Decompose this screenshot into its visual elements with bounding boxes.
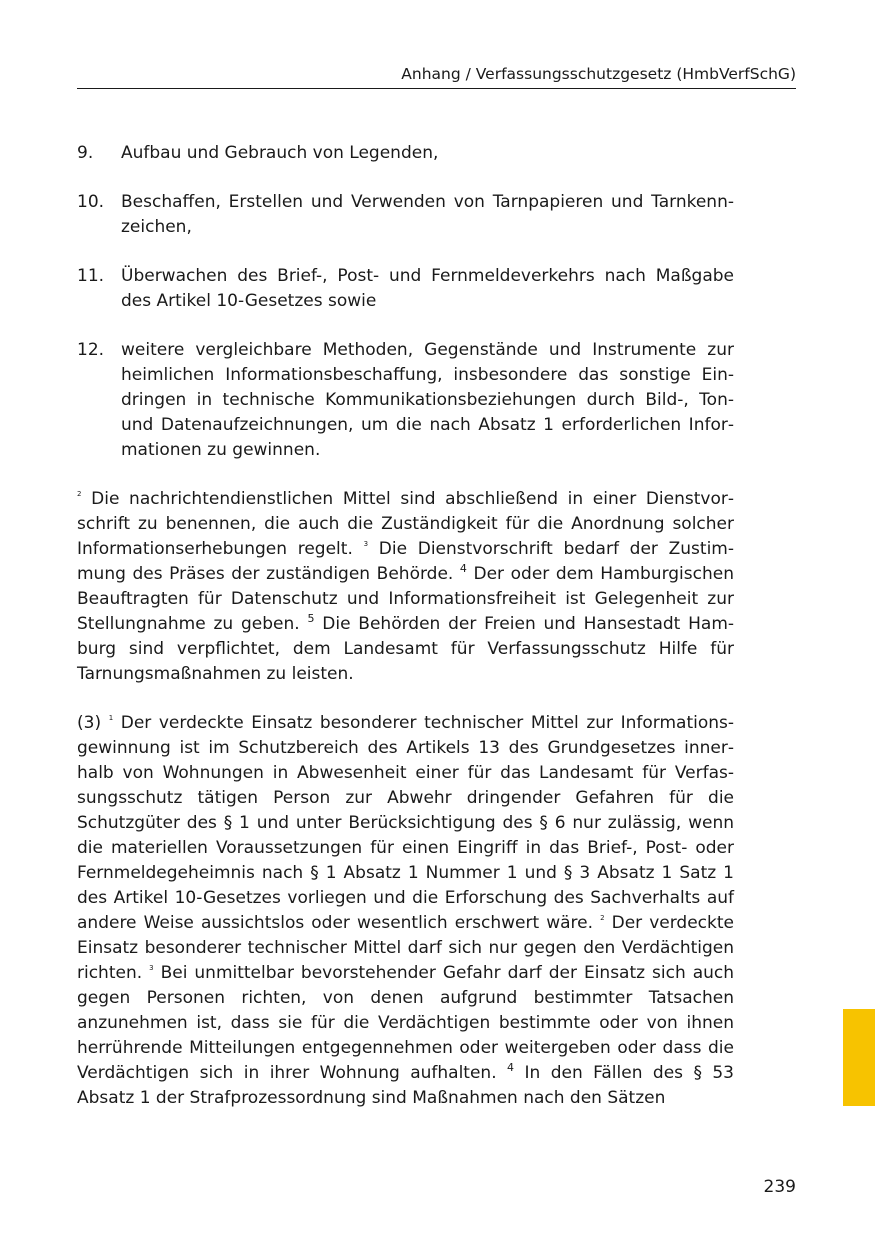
sentence: Der verdeckte Einsatz besonderer technischer Mittel zur Informationsgewinnung ist im Schutzbereich des Artikels 13 des Grundgesetzes innerhalb von Wohnungen in Abwesenheit einer für das Landesamt für Verfassungsschutz tätigen Person zur Abwehr dringender Gefahren für die Schutzgüter des § 1 und unter Berücksichtigung des § 6 nur zulässig, wenn die materiellen Voraussetzungen für einen Eingriff in das Brief-, Post- oder Fernmeldegeheimnis nach § 1 Absatz 1 Nummer 1 und § 3 Absatz 1 Satz 1 des Artikel 10-Gesetzes vorliegen und die Erforschung des Sachverhalts auf andere Weise aussichtslos oder wesentlich erschwert wäre.	[77, 713, 735, 933]
sentence-marker: 3	[149, 964, 154, 972]
list-item-number: 12.	[77, 340, 105, 360]
list-item-number: 10.	[77, 192, 105, 212]
page-body	[77, 141, 734, 1135]
sentence-marker: 3	[363, 540, 369, 548]
chapter-thumb-tab	[843, 1009, 875, 1106]
sentence: Die nachrichtendienstlichen Mittel sind abschließend in einer Dienstvorschrift zu benennen, die auch die Zuständigkeit für die Anordnung solcher Informationserhebungen regelt.	[77, 489, 734, 559]
running-header	[77, 64, 796, 84]
paragraph-2	[77, 487, 734, 687]
sentence-marker: 5	[307, 612, 315, 625]
list-item-number: 9.	[77, 143, 94, 163]
sentence-marker: 2	[77, 490, 82, 498]
paragraph-label: (3)	[77, 713, 102, 733]
page-number: 239	[763, 1177, 796, 1197]
sentence: In den Fällen des § 53 Absatz 1 der Strafprozessordnung sind Maßnahmen nach den Sätzen	[77, 1063, 734, 1108]
sentence-marker: 1	[108, 714, 114, 722]
sentence: Die Behörden der Freien und Hansestadt Hamburg sind verpflichtet, dem Landesamt für Verfassungsschutz Hilfe für Tarnungsmaßnahmen zu leisten.	[77, 614, 735, 684]
list-item	[77, 338, 734, 463]
sentence-marker: 4	[459, 562, 467, 575]
list-item-text: Aufbau und Gebrauch von Legenden,	[121, 143, 439, 163]
sentence: Der verdeckte Einsatz besonderer technischer Mittel darf sich nur gegen den Verdächtigen richten.	[77, 913, 735, 983]
sentence: Die Dienstvorschrift bedarf der Zustimmung des Präses der zuständigen Behörde.	[77, 539, 734, 584]
sentence-marker: 2	[600, 914, 605, 922]
sentence: Bei unmittelbar bevorstehender Gefahr darf der Einsatz sich auch gegen Personen richten, von denen aufgrund bestimmter Tatsachen anzunehmen ist, dass sie für die Verdächtigen bestimmte oder von ihnen herrührende Mitteilungen entgegennehmen oder weitergeben oder dass die Verdächtigen sich in ihrer Wohnung aufhalten.	[77, 963, 735, 1083]
sentence-marker: 4	[507, 1061, 515, 1074]
running-title: Anhang / Verfassungsschutzgesetz (HmbVerfSchG)	[401, 65, 796, 83]
list-item-number: 11.	[77, 266, 105, 286]
list-item-text: Überwachen des Brief-, Post- und Fernmeldeverkehrs nach Maßgabe des Artikel 10-Gesetzes sowie	[121, 266, 734, 311]
list-item-text: weitere vergleichbare Methoden, Gegenstände und Instrumente zur heimlichen Informationsbeschaffung, insbesondere das sonstige Eindringen in technische Kommunikationsbeziehungen durch Bild-, Ton- und Datenaufzeichnungen, um die nach Absatz 1 erforderlichen Informationen zu gewinnen.	[121, 340, 734, 460]
paragraph-3	[77, 711, 734, 1111]
list-item	[77, 190, 734, 240]
header-rule	[77, 88, 796, 89]
sentence: Der oder dem Hamburgischen Beauftragten für Datenschutz und Informationsfreiheit ist Gelegenheit zur Stellungnahme zu geben.	[77, 564, 734, 634]
list-item-text: Beschaffen, Erstellen und Verwenden von Tarnpapieren und Tarnkennzeichen,	[121, 192, 734, 237]
list-item	[77, 264, 734, 314]
list-item	[77, 141, 734, 166]
